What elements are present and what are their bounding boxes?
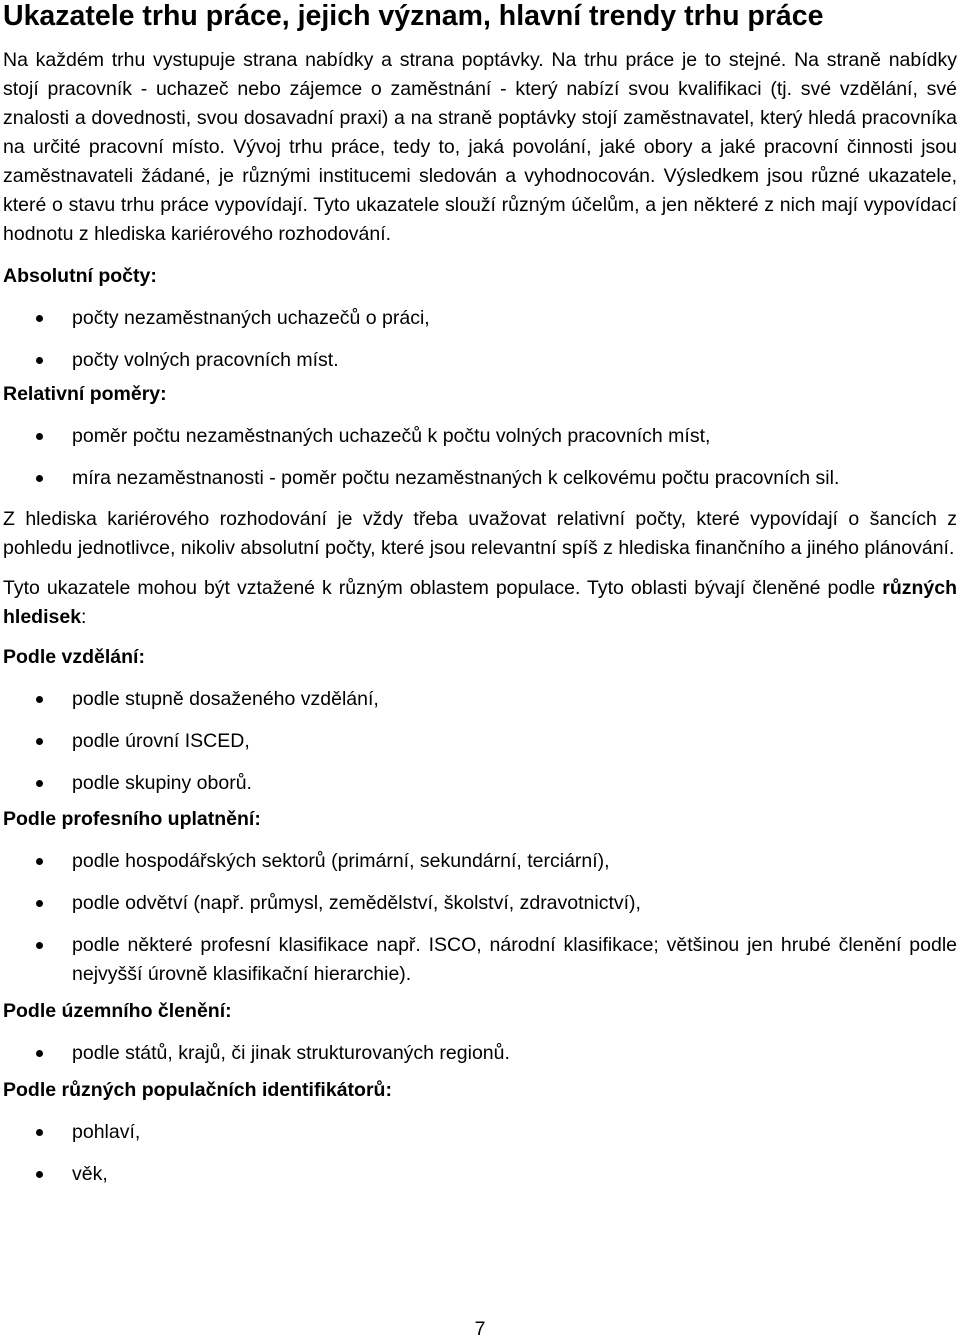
absolute-heading: Absolutní počty:: [3, 265, 157, 287]
professional-list: [3, 847, 957, 989]
population-section: [3, 1076, 957, 1189]
list-item: podle států, krajů, či jinak strukturovaných regionů.: [3, 1039, 957, 1068]
list-item: poměr počtu nezaměstnaných uchazečů k počtu volných pracovních míst,: [3, 422, 957, 451]
list-item: počty nezaměstnaných uchazečů o práci,: [3, 304, 957, 333]
education-list: [3, 685, 957, 798]
absolute-section: [3, 262, 957, 375]
territorial-heading: Podle územního členění:: [3, 1000, 232, 1022]
list-item: podle úrovní ISCED,: [3, 727, 957, 756]
territorial-section: [3, 997, 957, 1068]
bullet-icon: [36, 738, 43, 745]
professional-section: [3, 805, 957, 989]
page-number: 7: [474, 1318, 486, 1340]
population-paragraph: Tyto ukazatele mohou být vztažené k různým oblastem populace. Tyto oblasti bývají členěné podle různých hledisek:: [3, 577, 957, 628]
career-paragraph: Z hlediska kariérového rozhodování je vždy třeba uvažovat relativní počty, které vypovídají o šancích z pohledu jednotlivce, nikoliv absolutní počty, které jsou relevantní spíš z hlediska finančního a jiného plánování.: [3, 508, 957, 559]
education-section: [3, 643, 957, 798]
absolute-list: [3, 304, 957, 375]
bullet-icon: [36, 475, 43, 482]
relative-heading: Relativní poměry:: [3, 383, 167, 405]
list-item: podle některé profesní klasifikace např. ISCO, národní klasifikace; většinou jen hrubé členění podle nejvyšší úrovně klasifikační hierarchie).: [3, 931, 957, 989]
list-item: pohlaví,: [3, 1118, 957, 1147]
bullet-icon: [36, 942, 43, 949]
list-item: míra nezaměstnanosti - poměr počtu nezaměstnaných k celkovému počtu pracovních sil.: [3, 464, 957, 493]
bullet-icon: [36, 858, 43, 865]
bullet-icon: [36, 315, 43, 322]
list-item: podle hospodářských sektorů (primární, sekundární, terciární),: [3, 847, 957, 876]
territorial-list: [3, 1039, 957, 1068]
bullet-icon: [36, 696, 43, 703]
population-heading: Podle různých populačních identifikátorů:: [3, 1079, 392, 1101]
list-item: podle stupně dosaženého vzdělání,: [3, 685, 957, 714]
list-item: počty volných pracovních míst.: [3, 346, 957, 375]
list-item: věk,: [3, 1160, 957, 1189]
bullet-icon: [36, 900, 43, 907]
bullet-icon: [36, 1129, 43, 1136]
bullet-icon: [36, 1050, 43, 1057]
bullet-icon: [36, 1171, 43, 1178]
bullet-icon: [36, 433, 43, 440]
list-item: podle skupiny oborů.: [3, 769, 957, 798]
relative-list: [3, 422, 957, 493]
population-list: [3, 1118, 957, 1189]
bullet-icon: [36, 780, 43, 787]
intro-paragraph: Na každém trhu vystupuje strana nabídky a strana poptávky. Na trhu práce je to stejné. Na straně nabídky stojí pracovník - uchazeč nebo zájemce o zaměstnání - který nabízí svou kvalifikaci (tj. své vzdělání, své znalosti a dovednosti, svou dosavadní praxi) a na straně poptávky stojí zaměstnavatel, který hledá pracovníka na určité pracovní místo. Vývoj trhu práce, tedy to, jaká povolání, jaké obory a jaké pracovní činnosti jsou zaměstnavateli žádané, je různými institucemi sledován a vyhodnocován. Výsledkem jsou různé ukazatele, které o stavu trhu práce vypovídají. Tyto ukazatele slouží různým účelům, a jen některé z nich mají vypovídací hodnotu z hlediska kariérového rozhodování.: [3, 49, 957, 245]
emphasis-text: různých hledisek: [3, 577, 957, 628]
document-page: [3, 0, 957, 1189]
education-heading: Podle vzdělání:: [3, 646, 145, 668]
list-item: podle odvětví (např. průmysl, zemědělství, školství, zdravotnictví),: [3, 889, 957, 918]
professional-heading: Podle profesního uplatnění:: [3, 808, 261, 830]
page-title: Ukazatele trhu práce, jejich význam, hlavní trendy trhu práce: [3, 0, 824, 32]
bullet-icon: [36, 357, 43, 364]
relative-section: [3, 380, 957, 493]
